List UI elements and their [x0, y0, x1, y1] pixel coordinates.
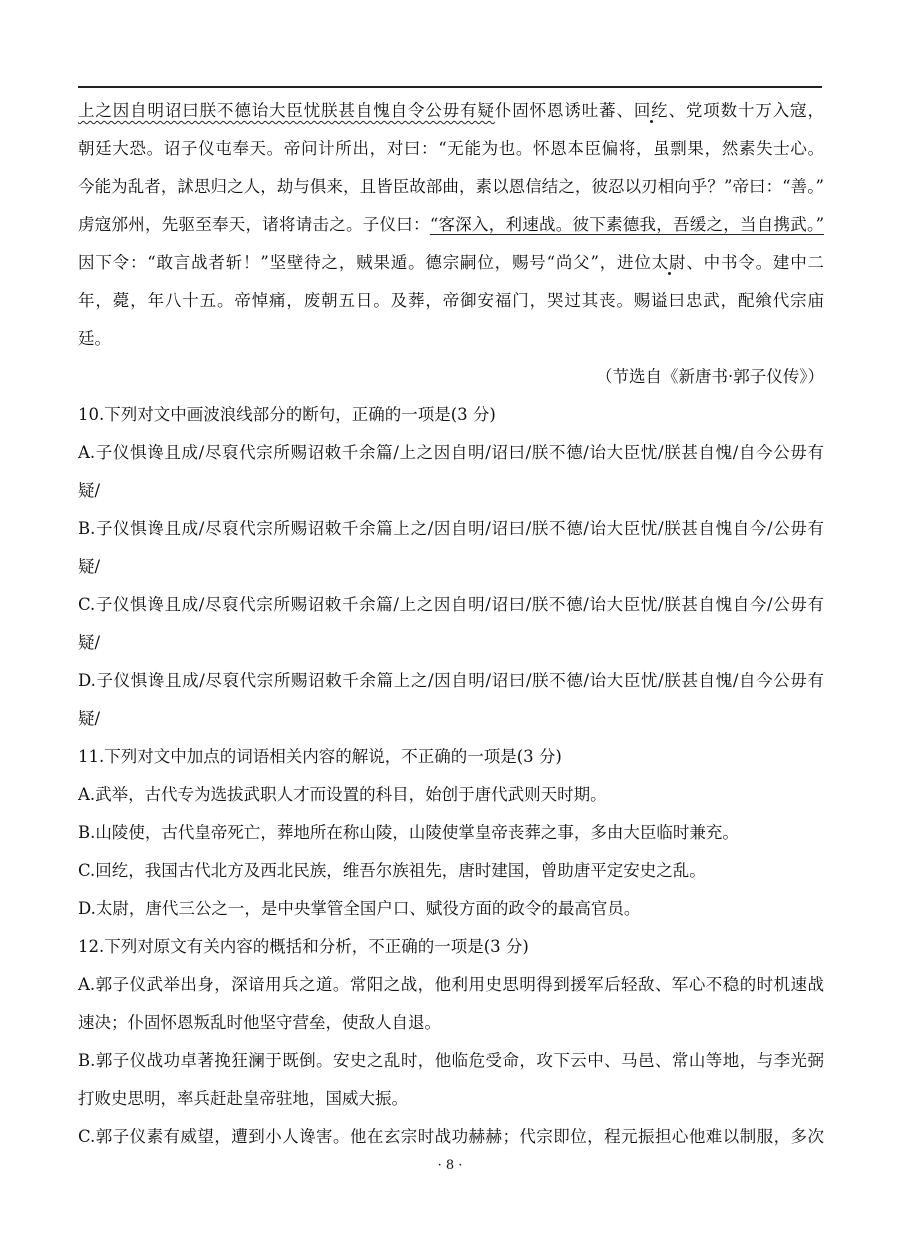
passage-line-5: 因下令：“敢言战者斩！”坚壁待之，贼果遁。德宗嗣位，赐号“尚父”，进位太尉、中书令。建中二	[78, 253, 824, 272]
passage-line-6: 年，薨，年八十五。帝悼痛，废朝五日。及葬，帝御安福门，哭过其丧。赐谥曰忠武，配飨代宗庙	[78, 291, 824, 310]
passage-line-2: 朝廷大恐。诏子仪屯奉天。帝问计所出，对曰：“无能为也。怀恩本臣偏将，虽剽果，然素失士心。	[78, 139, 824, 158]
dotted-term-taiwei: 太尉	[651, 253, 687, 272]
top-rule	[78, 86, 822, 88]
passage-line-7: 廷。	[78, 329, 111, 348]
q12-option-a-cont: 速决；仆固怀恩叛乱时他坚守营垒，使敌人自退。	[78, 1013, 441, 1032]
q10-option-c-cont: 疑/	[78, 633, 101, 652]
q10-option-b: B.子仪惧谗且成/尽裒代宗所赐诏敕千余篇上之/因自明/诏曰/朕不德/诒大臣忧/朕甚自愧自今/公毋有	[78, 519, 824, 538]
page-number: · 8 ·	[437, 1158, 463, 1173]
q10-option-c: C.子仪惧谗且成/尽裒代宗所赐诏敕千余篇/上之因自明/诏曰/朕不德/诒大臣忧/朕甚自愧自今/公毋有	[78, 595, 824, 614]
underlined-sentence: “客深入，利速战。彼下素德我，吾缓之，当自携武。”	[429, 215, 824, 234]
passage-line-3: 今能为乱者，訹思归之人，劫与俱来，且皆臣故部曲，素以恩信结之，彼忍以刃相向乎？”帝曰：“善。”	[78, 177, 824, 196]
q10-stem: 10.下列对文中画波浪线部分的断句，正确的一项是(3 分)	[78, 405, 496, 424]
source-citation: （节选自《新唐书·郭子仪传》）	[596, 367, 824, 386]
document-body	[78, 92, 824, 1156]
q11-option-d: D.太尉，唐代三公之一，是中央掌管全国户口、赋役方面的政令的最高官员。	[78, 899, 641, 918]
q11-option-c: C.回纥，我国古代北方及西北民族，维吾尔族祖先，唐时建国，曾助唐平定安史之乱。	[78, 861, 706, 880]
q11-stem: 11.下列对文中加点的词语相关内容的解说，不正确的一项是(3 分)	[78, 747, 562, 766]
q12-option-a: A.郭子仪武举出身，深谙用兵之道。常阳之战，他利用史思明得到援军后轻敌、军心不稳的时机速战	[78, 975, 824, 994]
q12-stem: 12.下列对原文有关内容的概括和分析，不正确的一项是(3 分)	[78, 937, 529, 956]
passage-line-1: 上之因自明诏曰朕不德诒大臣忧朕甚自愧自令公毋有疑仆固怀恩诱吐蕃、回纥、党项数十万入寇，	[78, 101, 825, 120]
q11-option-a: A.武举，古代专为选拔武职人才而设置的科目，始创于唐代武则天时期。	[78, 785, 607, 804]
q10-option-a: A.子仪惧谗且成/尽裒代宗所赐诏敕千余篇/上之因自明/诏曰/朕不德/诒大臣忧/朕甚自愧/自今公毋有	[78, 443, 824, 462]
q11-option-b: B.山陵使，古代皇帝死亡，葬地所在称山陵，山陵使掌皇帝丧葬之事，多由大臣临时兼充。	[78, 823, 739, 842]
q10-option-a-cont: 疑/	[78, 481, 101, 500]
q12-option-b-cont: 打败史思明，率兵赶赴皇帝驻地，国威大振。	[78, 1089, 408, 1108]
wavy-underlined-text: 上之因自明诏曰朕不德诒大臣忧朕甚自愧自令公毋有疑	[78, 101, 495, 120]
q10-option-d: D.子仪惧谗且成/尽裒代宗所赐诏敕千余篇上之/因自明/诏曰/朕不德/诒大臣忧/朕甚自愧/自今公毋有	[78, 671, 824, 690]
passage-line-4: 虏寇邠州，先驱至奉天，诸将请击之。子仪曰：“客深入，利速战。彼下素德我，吾缓之，当自携武。”	[78, 215, 824, 234]
q10-option-b-cont: 疑/	[78, 557, 101, 576]
q10-option-d-cont: 疑/	[78, 709, 101, 728]
dotted-term-huihe: 回纥	[633, 101, 669, 120]
q12-option-b: B.郭子仪战功卓著挽狂澜于既倒。安史之乱时，他临危受命，攻下云中、马邑、常山等地，与李光弼	[78, 1051, 824, 1070]
q12-option-c: C.郭子仪素有威望，遭到小人谗害。他在玄宗时战功赫赫；代宗即位，程元振担心他难以制服，多次	[78, 1127, 824, 1146]
